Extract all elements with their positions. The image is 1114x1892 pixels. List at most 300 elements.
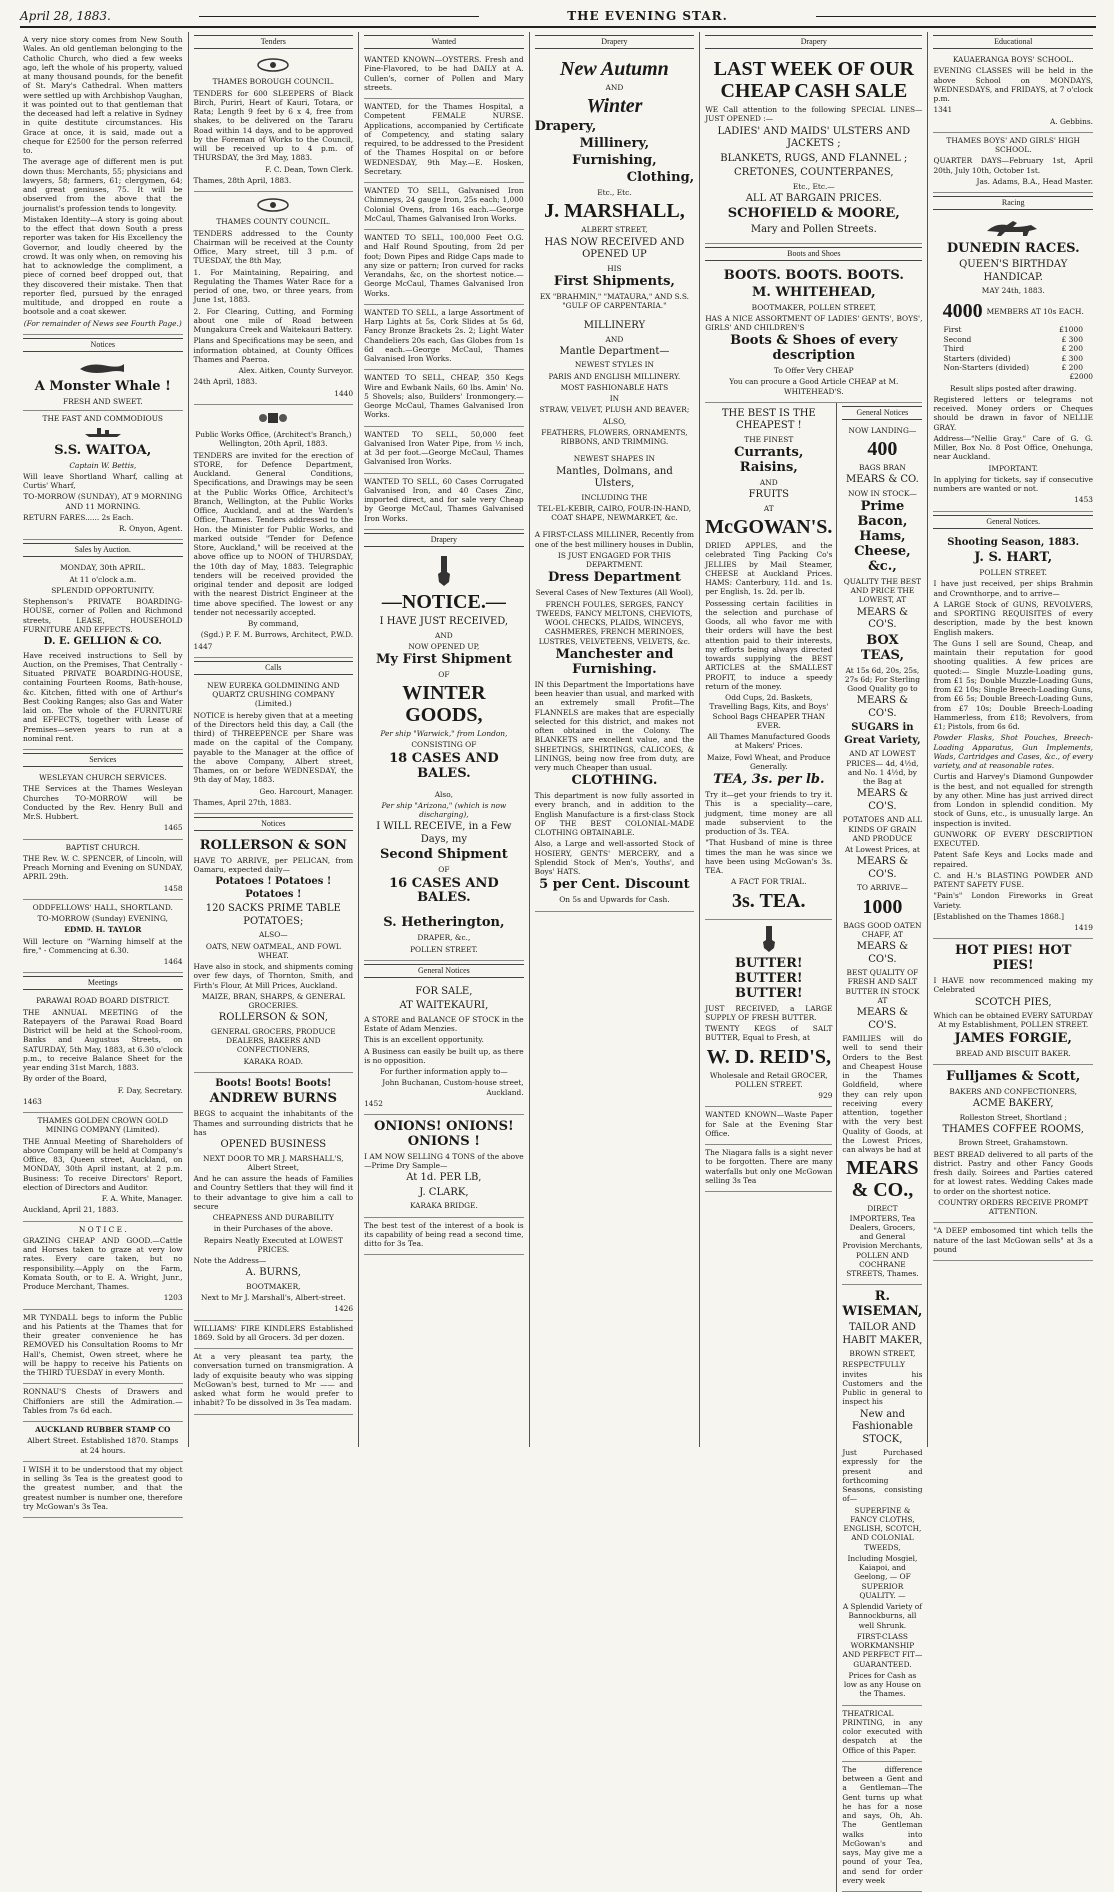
news-paragraph: Mistaken Identity—A story is going about to the effect that down South a press reporter was taken for His Excellency the Governor, and loudly cheered by the crowd. It was only when, on removing his hat to acknowledge the compliment, a piece of corned beef dropped out, that they discovered their mistake. Then that reporter fled, pursued by the enraged multitude, and dropped en route a bootsole and a coat skewer. [23, 214, 183, 317]
hart-text: A LARGE Stock of GUNS, REVOLVERS, and SPORTING REQUISITES of every description, made by the best known English makers. [933, 599, 1093, 637]
schofield-line: LADIES' AND MAIDS' ULSTERS AND JACKETS ; [717, 125, 911, 149]
masthead-rule-left [199, 16, 479, 17]
public-works-ad [194, 405, 354, 658]
ad-number: 1458 [163, 883, 183, 893]
crest-illustration [194, 198, 354, 214]
ad-number: 1203 [163, 1293, 183, 1303]
marshall-his: HIS [607, 263, 622, 273]
mears-name: MEARS & CO'S. [856, 695, 909, 719]
dunedin-members [933, 297, 1093, 325]
parawai-ad [23, 993, 183, 1113]
for-sale-title: FOR SALE, [415, 985, 473, 997]
tea-party-ad [194, 1349, 354, 1415]
high-school-signature: Jas. Adams, B.A., Head Master. [976, 176, 1093, 186]
column-2 [189, 32, 360, 1447]
rollerson-potatoes: Potatoes ! Potatoes ! Potatoes ! [215, 876, 332, 900]
schofield-line: CRETONES, COUNTERPANES, [734, 167, 894, 178]
royal-arms-illustration [194, 411, 354, 427]
mears-chaff: BAGS GOOD OATEN CHAFF, AT [843, 920, 922, 939]
public-works-signature: (Sgd.) P. F. M. Burrows, Architect, P.W.D. [200, 630, 354, 640]
racehorse-illustration [933, 219, 1093, 239]
column-4 [530, 32, 701, 1447]
marshall-styles: TEL-EL-KEBIR, CAIRO, FOUR-IN-HAND, COAT SHAPE, NEWMARKET, &c. [537, 503, 692, 523]
county-council-item: 2. For Clearing, Cutting, and Forming about one mile of Road between Mungakura Creek and Waitekauri Battery. [193, 306, 354, 334]
forgie-pies: HOT PIES! HOT PIES! [954, 943, 1072, 974]
mcgowan-fruits: FRUITS [748, 489, 789, 501]
hart-text: Powder Flasks, Shot Pouches, Breech-Loading Apparatus, Gun Implements, Wads, Cartridges and Cases, &c., of every variety, and at reasonable rates. [933, 733, 1093, 770]
burns-ad [194, 1073, 354, 1321]
mcgowan-tea-text: "That Husband of mine is three times the man he was since we have been using McGowan's 3s. TEA. [705, 838, 833, 875]
ronnau-ad [23, 1384, 183, 1422]
dunedin-handicap: QUEEN'S BIRTHDAY HANDICAP. [959, 259, 1068, 283]
mears-name: MEARS & CO. [846, 474, 919, 486]
marshall-ships: EX "BRAHMIN," "MATAURA," AND S.S. "GULF OF CARPENTARIA." [539, 291, 689, 310]
rubber-stamp-title: AUCKLAND RUBBER STAMP CO [35, 1425, 171, 1435]
wanted-text: WANTED, for the Thames Hospital, a Competent FEMALE NURSE. Applications, accompanied by Certificate of Competency, and stating salary required, to be addressed to the President of the Thames Hospital on or before WEDNESDAY, 9th May.—E. Hosken, Secretary. [364, 102, 524, 176]
mcgowan-tea-big: 3s. TEA. [732, 889, 806, 912]
notice-will-receive: I WILL RECEIVE, in a Few Days, my [376, 821, 512, 845]
for-sale-text: A STORE and BALANCE OF STOCK in the Estate of Adam Menzies. [364, 1014, 524, 1034]
reid-ad [705, 920, 832, 1108]
rollerson-text: HAVE TO ARRIVE, per PELICAN, from Oamaru, expected daily— [193, 855, 354, 875]
notice-of: OF [438, 669, 450, 679]
dunedin-text: In applying for tickets, say if consecutive numbers are wanted or not. [933, 474, 1093, 494]
kauaeranga-ad [933, 52, 1093, 133]
marshall-fabrics: FRENCH FOULES, SERGES, FANCY TWEEDS, FANCY MELTONS, CHEVIOTS, WOOL CHECKS, PLAIDS, WINCEYS, CASHMERES, FRENCH MERINOES, LUSTRES, VELVETEENS, VELVETS, &c. [536, 599, 693, 646]
mcgowan-text: Odd Cups, 2d. Baskets, Travelling Bags, Kits, and Boys' School Bags CHEAPER THAN EVER. [709, 693, 829, 730]
fulljames-ad [933, 1065, 1093, 1223]
auction-ad [23, 560, 183, 750]
hart-shooting: Shooting Season, 1883. [947, 536, 1080, 548]
whale-title: A Monster Whale ! [34, 379, 171, 394]
mears-potatoes: POTATOES AND ALL KINDS OF GRAIN AND PRODUCE [842, 815, 923, 843]
ad-number: 1464 [163, 957, 183, 967]
prize-place: Second [943, 334, 972, 344]
rollerson-stock: Have also in stock, and shipments coming over few days, of Thornton, Smith, and Firth's Flour, At Mill Prices, Auckland. [193, 962, 354, 990]
notice-cases: 18 CASES AND BALES. [389, 750, 499, 781]
eureka-ad [194, 678, 354, 814]
tea-party-text: At a very pleasant tea party, the conversation turned on transmigration. A lady of exquisite beauty who was sipping McGowan's best, turned to Mr —— and asked what form he would prefer to inhabit? To be dissolved in 3s Tea madam. [193, 1352, 354, 1408]
reid-butter: BUTTER! BUTTER! BUTTER! [734, 955, 803, 1001]
mcgowan-ad [705, 403, 832, 920]
mears-bran: BAGS BRAN [858, 463, 906, 473]
notice-also: Also, [434, 789, 454, 799]
prize-amount: £ 300 [1061, 353, 1083, 363]
borough-council-text: TENDERS for 600 SLEEPERS of Black Birch, Puriri, Heart of Kauri, Totara, or Rata; Length 9 feet by 6 x 4, free from shakes, to be delivered on the Tararu Road within 14 days, and to be approved by the Foreman of Works to the Council, will be received up to 4 p.m. of THURSDAY, the 3rd May, 1883. [193, 88, 354, 163]
borough-council-title: THAMES BOROUGH COUNCIL. [212, 77, 335, 87]
eureka-text: NOTICE is hereby given that at a meeting of the Directors held this day, a Call (the third) of THREEPENCE per Share was made on the capital of the Company, payable to the Manager at the office of the above Company, Albert street, Thames, on or before WEDNESDAY, the 9th day of May, 1883. [193, 710, 354, 785]
mears-stock: NOW IN STOCK— [848, 488, 917, 498]
marshall-clothing-text: Also, a Large and well-assorted Stock of HOSIERY, GENTS' MERCERY, and a Splendid Stock of Men's, Youths', and Boys' HATS. [534, 839, 695, 877]
burns-note: Note the Address— [193, 1256, 267, 1266]
section-header-calls: Calls [194, 661, 354, 675]
reid-name: W. D. REID'S, [706, 1045, 831, 1068]
column-5-split [705, 403, 922, 1892]
for-sale-text: This is an excellent opportunity. [364, 1035, 484, 1045]
section-header-boots: Boots and Shoes [705, 247, 922, 261]
kauaeranga-text: EVENING CLASSES will be held in the above School on MONDAYS, WEDNESDAYS, and FRIDAYS, at 7 o'clock p.m. [933, 66, 1093, 103]
public-works-title: Public Works Office, (Architect's Branch,) Wellington, 20th April, 1883. [195, 430, 352, 449]
wanted-ad [364, 305, 524, 371]
whale-subtitle: FRESH AND SWEET. [62, 396, 143, 406]
kauaeranga-signature: A. Gebbins. [1049, 116, 1093, 126]
prize-place: Non-Starters (divided) [943, 362, 1030, 372]
mears-landing: NOW LANDING— [848, 425, 917, 435]
burns-address: Next to Mr J. Marshall's, Albert-street. [201, 1293, 346, 1303]
section-header-notices: Notices [194, 817, 354, 831]
section-header-meetings: Meetings [23, 976, 183, 990]
ad-number: 1426 [334, 1304, 354, 1314]
county-council-text: Plans and Specifications may be seen, and information obtained, at County Offices Thames and Paeroa. [193, 336, 354, 364]
mears-sugars: SUGARS in Great Variety, [844, 722, 921, 746]
oddfellows-speaker: EDMD. H. TAYLOR [64, 925, 142, 935]
ad-number: 1463 [23, 1096, 42, 1106]
golden-crown-ad [23, 1113, 183, 1222]
page-columns [18, 32, 1098, 1885]
wiseman-workmanship: FIRST-CLASS WORKMANSHIP AND PERFECT FIT— GUARANTEED. [842, 1631, 923, 1669]
mears-name: MEARS & CO'S. [856, 941, 909, 965]
wiseman-ad [842, 1285, 922, 1705]
hart-address: POLLEN STREET. [979, 568, 1048, 577]
parawai-by: By order of the Board, [23, 1074, 107, 1084]
high-school-title: THAMES BOYS' AND GIRLS' HIGH SCHOOL. [946, 135, 1080, 154]
whitehead-boots: BOOTS. BOOTS. BOOTS. [723, 267, 904, 283]
mcgowan-text: All Thames Manufactured Goods at Makers' Prices. [707, 732, 831, 751]
whitehead-trade: BOOTMAKER, POLLEN STREET, [751, 302, 876, 312]
clark-name: J. CLARK, [419, 1186, 469, 1198]
dunedin-results: Result slips posted after drawing. [949, 383, 1077, 393]
section-header-drapery: Drapery [364, 533, 524, 547]
marshall-newest-shapes: NEWEST SHAPES IN [573, 454, 656, 464]
marshall-also: ALSO, [602, 416, 627, 426]
oddfellows-text: Will lecture on "Warning himself at the fire," - Commencing at 6.30. [23, 936, 183, 955]
schofield-name: SCHOFIELD & MOORE, [727, 206, 900, 222]
rollerson-groceries: MAIZE, BRAN, SHARPS, & GENERAL GROCERIES. [201, 991, 345, 1011]
whitehead-text: You can procure a Good Article CHEAP at M. WHITEHEAD'S. [729, 377, 899, 396]
for-sale-text: A Business can easily be built up, as there is no opposition. [364, 1046, 524, 1065]
wiseman-text: Prices for Cash as low as any House on the Thames. [843, 1670, 921, 1699]
niagara-ad [705, 1145, 832, 1192]
auction-details: Have received instructions to Sell by Auction, on the Premises, That Centrally - Situated PRIVATE BOARDING-HOUSE, containing Fourteen Rooms, Bath-house, &c. Kitchen, fitted with one of Arthur's Best Cooking Ranges; also Gas and Water laid on. The whole of the FURNITURE and EFFECTS, together with Lease of Premises—seven years to run at a nominal rent. [23, 650, 183, 743]
for-sale-location: AT WAITEKAURI, [399, 1000, 489, 1012]
marshall-paris: PARIS AND ENGLISH MILLINERY. [548, 371, 681, 381]
notice-ship: Per ship "Arizona," (which is now discharging), [381, 800, 507, 820]
marshall-dress-department: Dress Department [547, 570, 681, 586]
mcgowan-fact: A FACT FOR TRIAL. [731, 877, 807, 887]
oddfellows-ad [23, 900, 183, 974]
burns-signature: A. BURNS, [245, 1267, 301, 1279]
marshall-etc: Etc., Etc. [597, 188, 632, 197]
prize-row [933, 325, 1093, 334]
waste-paper-text: WANTED KNOWN—Waste Paper for Sale at the Evening Star Office. [705, 1110, 833, 1138]
mears-bacon: Prime Bacon, Hams, Cheese, &c., [854, 499, 911, 574]
hart-text: "Pain's" London Fireworks in Great Variety. [933, 891, 1093, 910]
news-section [23, 32, 183, 335]
wiseman-text: RESPECTFULLY invites his Customers and the Public in general to inspect his [842, 1360, 923, 1407]
fire-kindlers-ad [194, 1321, 354, 1350]
waitoa-agent: R. Onyon, Agent. [118, 524, 183, 534]
parawai-title: PARAWAI ROAD BOARD DISTRICT. [36, 996, 170, 1006]
burns-cheapness: CHEAPNESS AND DURABILITY [212, 1213, 334, 1223]
section-header-tenders: Tenders [194, 35, 354, 49]
ad-number: 1452 [364, 1098, 383, 1108]
ronnau-text: RONNAU'S Chests of Drawers and Chiffoniers are still the Admiration.—Tables from 7s 6d each. [23, 1387, 183, 1415]
rollerson-address: KARAKA ROAD. [243, 1056, 303, 1066]
hart-text: I have just received, per ships Brahmin and Crownthorpe, and to arrive— [933, 579, 1093, 598]
tyndall-ad [23, 1310, 183, 1385]
auctioneer-name: D. E. GELLION & CO. [43, 636, 162, 648]
fulljames-coffee-address: Brown Street, Grahamstown. [958, 1138, 1068, 1148]
section-header-educational: Educational [933, 35, 1093, 49]
schofield-etc: Etc., Etc.— [792, 181, 835, 191]
burns-opened: OPENED BUSINESS [220, 1139, 327, 1151]
marshall-name: J. MARSHALL, [544, 200, 685, 223]
marshall-received: HAS NOW RECEIVED AND OPENED UP [544, 236, 685, 260]
pointing-hand-icon [705, 926, 832, 954]
rollerson-title: ROLLERSON & SON [199, 838, 347, 853]
section-header-general: General Notices [842, 406, 922, 420]
fulljames-coffee: THAMES COFFEE ROOMS, [942, 1123, 1084, 1135]
dunedin-title: DUNEDIN RACES. [946, 241, 1080, 257]
marshall-feathers: FEATHERS, FLOWERS, ORNAMENTS, RIBBONS, AND TRIMMING. [541, 427, 688, 447]
notice-opened: NOW OPENED UP, [408, 641, 480, 651]
mcgowan-name: McGOWAN'S. [705, 516, 833, 539]
for-sale-signature: John Buchanan, Custom-house street, Auckland. [382, 1078, 524, 1097]
public-works-by: By command, [247, 619, 299, 628]
waitoa-captain: Captain W. Bettis, [69, 460, 137, 470]
schofield-bargain: ALL AT BARGAIN PRICES. [745, 192, 882, 204]
mears-sugars-text: AND AT LOWEST PRICES— 4d, 4½d, and No. 1 4½d, by the Bag at [846, 749, 919, 786]
grazing-ad [23, 1222, 183, 1310]
schofield-line: BLANKETS, RUGS, AND FLANNEL ; [720, 152, 908, 164]
notice-heading: —NOTICE.— [381, 591, 506, 613]
baptist-text: THE Rev. W. C. SPENCER, of Lincoln, will Preach Morning and Evening on SUNDAY, APRIL 29th. [23, 853, 183, 882]
notice-ship: Per ship "Warwick," from London, [380, 729, 508, 739]
onions-title: ONIONS! ONIONS! ONIONS ! [374, 1119, 514, 1149]
test-ad [364, 1218, 524, 1256]
marshall-clothing-text: This department is now fully assorted in every branch, and in addition to the English Manufacture is a first-class Stock OF THE BEST COLONIAL-MADE CLOTHING OBTAINABLE. [534, 791, 695, 838]
burns-repairs: Repairs Neatly Executed at LOWEST PRICES. [203, 1235, 343, 1254]
section-header-notices: Notices [23, 338, 183, 352]
borough-council-date: Thames, 28th April, 1883. [193, 175, 292, 185]
hart-text: The Guns I sell are Sound, Cheap, and maintain their reputation for good shooting qualities. A few prices are quoted:— Single Muzzle-Loading guns, from £1 5s; Double Muzzle-Loading Guns, from £2 10s; Single Breech-Loading Guns, from £6 5s; Double Breech-Loading Guns, from £7 10s; Double Breech-Loading Hammerless, from £18; Revolvers, from £1; Pistols, from 6s 6d. [933, 638, 1093, 731]
borough-council-signature: F. C. Dean, Town Clerk. [265, 164, 354, 174]
marshall-line: Furnishing, [572, 153, 657, 169]
whale-ad [23, 355, 183, 411]
golden-crown-title: THAMES GOLDEN CROWN GOLD MINING COMPANY (Limited). [37, 1116, 169, 1135]
theatrical-ad [842, 1706, 922, 1762]
oddfellows-title: ODDFELLOWS' HALL, SHORTLAND. [32, 902, 173, 912]
dunedin-address: Address—"Nellie Gray." Care of G. G. Miller, Box No. 8 Post Office, Onehunga, near Auckland. [933, 433, 1093, 462]
column-6 [928, 32, 1098, 1447]
ad-number: 1341 [933, 105, 953, 115]
mcgowan-currants: Currants, Raisins, [734, 445, 804, 476]
marshall-line: Drapery, [534, 119, 597, 135]
for-sale-ad [364, 981, 524, 1115]
mears-column [842, 403, 922, 1892]
mcgowan-column [705, 403, 837, 1892]
schofield-moore-ad [705, 52, 922, 244]
steamer-illustration [23, 426, 183, 440]
county-council-signature: Alex. Aitken, County Surveyor. [238, 366, 354, 375]
fulljames-text: BEST BREAD delivered to all parts of the district. Pastry and other Fancy Goods fresh daily. Soirees and Parties catered for at lowest rates. Wedding Cakes made to order on the shortest notice. [933, 1149, 1093, 1196]
wanted-ad [364, 183, 524, 230]
fulljames-bakery: ACME BAKERY, [972, 1098, 1054, 1109]
wanted-ad [364, 427, 524, 474]
wanted-text: WANTED TO SELL, CHEAP, 350 Kegs Wire and Ewbank Nails, 60 lbs. Amin' No. 5 Shovels; also, Builders' Ironmongery.—George McCaul, Thames Galvanised Iron Works. [364, 373, 524, 420]
section-header-drapery: Drapery [535, 35, 695, 49]
column-1 [18, 32, 189, 1511]
whitehead-ad [705, 264, 922, 403]
grazing-title: N O T I C E . [78, 1224, 127, 1234]
schofield-text: WE Call attention to the following SPECIAL LINES—JUST OPENED :— [705, 105, 923, 124]
mears-families: FAMILIES will do well to send their Orders to the Best and Cheapest House in the Thames Goldfield, where they can rely upon receiving every attention, together with the very best Quality of Goods, at the Lowest Prices, can always be had at [842, 1034, 923, 1154]
mears-box-text: At 15s 6d, 20s, 25s, 27s 6d; For Sterling Good Quality go to [844, 665, 920, 693]
tea-wish-ad [23, 1462, 183, 1518]
for-sale-apply: For further information apply to— [379, 1067, 508, 1077]
notice-received: I HAVE JUST RECEIVED, [379, 616, 509, 627]
eureka-signature: Geo. Harcourt, Manager. [259, 786, 354, 796]
masthead [20, 6, 1096, 28]
marshall-line: Clothing, [626, 170, 695, 186]
reid-text: JUST RECEIVED, a LARGE SUPPLY OF FRESH BUTTER. [705, 1003, 833, 1022]
prize-row [933, 344, 1093, 353]
whitehead-text: HAS A NICE ASSORTMENT OF LADIES' GENTS', BOYS', GIRLS' AND CHILDREN'S [705, 313, 923, 333]
marshall-newest: NEWEST STYLES IN [574, 360, 654, 370]
wesleyan-text: THE Services at the Thames Wesleyan Churches TO-MORROW will be Conducted by the Rev. Henry Bull and Mr.S. Hubbert. [23, 784, 183, 822]
marshall-address: ALBERT STREET, [581, 225, 648, 235]
marshall-discount: 5 per Cent. Discount [539, 877, 690, 893]
county-council-date: 24th April, 1883. [193, 377, 258, 387]
wanted-text: WANTED TO SELL, a large Assortment of Harp Lights at 5s, Cork Slides at 5s 6d, Fancy Bronze Brackets 2s. 2; Light Water Chandeliers 20s each, Gas Globes from 1s 6d each.—George McCaul, Thames Galvanised Iron Works. [364, 307, 524, 363]
marshall-milliner: A FIRST-CLASS MILLINER, Recently from one of the best millinery houses in Dublin, [534, 530, 695, 549]
county-council-item: 1. For Maintaining, Repairing, and Regulating the Thames Water Race for a period of one, two, or three years, from June 1st, 1883. [193, 267, 354, 305]
whitehead-cheap: To Offer Very CHEAP [774, 366, 854, 376]
marshall-ad [535, 52, 695, 912]
golden-crown-text: THE Annual Meeting of Shareholders of above Company will be held at Company's Office, 83, Queen street, Auckland, on MONDAY, 30th April instant, at 2 p.m. Business: To receive Directors' Report, election of Directors and Auditor. [23, 1136, 183, 1192]
section-header-wanted: Wanted [364, 35, 524, 49]
hetherington-ad [364, 550, 524, 961]
grazing-text: GRAZING CHEAP AND GOOD.—Cattle and Horses taken to graze at very low rates. Every care taken, but no responsibility.—Apply on the Farm, Komata South, or to E. A. Wright, Junr., Produce Merchant, Thames. [23, 1235, 183, 1292]
parawai-text: THE ANNUAL MEETING of the Ratepayers of the Parawai Road Board District will be held at the School-room, Banks and Augustus Streets, on SATURDAY, 5th May, 1883, at 6.30 o'clock p.m., to receive Balance Sheet for the year ending 31st March, 1883. [23, 1007, 183, 1073]
baptist-title: BAPTIST CHURCH. [65, 842, 140, 852]
clark-address: KARAKA BRIDGE. [409, 1201, 478, 1211]
fulljames-address: Rolleston Street, Shortland ; [959, 1112, 1067, 1122]
hart-text: Curtis and Harvey's Diamond Gunpowder is the best, and not equalled for strength by any other. Mine has just arrived direct from London in splendid condition. My stock of Guns, etc., is unusually large. An inspection is invited. [933, 772, 1093, 828]
marshall-engaged: IS JUST ENGAGED FOR THIS DEPARTMENT. [557, 550, 671, 570]
marshall-straw: STRAW, VELVET, PLUSH AND BEAVER; [539, 405, 690, 415]
whitehead-name: M. WHITEHEAD, [752, 284, 876, 300]
marshall-hats: MOST FASHIONABLE HATS [560, 382, 669, 392]
auction-title: SPLENDID OPPORTUNITY. [51, 585, 155, 595]
marshall-and: AND [605, 334, 624, 344]
mears-bran-count: 400 [867, 438, 898, 461]
mears-potatoes-text: At Lowest Prices, at [844, 845, 920, 854]
eureka-title: NEW EUREKA GOLDMINING AND QUARTZ CRUSHING COMPANY (Limited.) [207, 680, 340, 709]
reid-text: TWENTY KEGS of SALT BUTTER, Equal to Fresh, at [705, 1024, 833, 1043]
notice-cases: 16 CASES AND BALES. [389, 875, 499, 906]
prize-amount: £ 200 [1061, 362, 1083, 372]
wanted-text: WANTED TO SELL, Galvanised Iron Chimneys, 24 gauge Iron, 25s each; 1,000 Colonial Ovens, from 16s each.—George McCaul, Thames Galvanised Iron Works. [364, 186, 524, 223]
forgie-scotch: SCOTCH PIES, [974, 996, 1052, 1008]
wesleyan-ad [23, 770, 183, 840]
marshall-first-shipments: First Shipments, [553, 273, 675, 289]
rollerson-ad [194, 834, 354, 1073]
ad-number: 1419 [1074, 923, 1093, 932]
ad-number: 1465 [163, 823, 183, 833]
notice-consisting: CONSISTING OF [411, 740, 477, 750]
burns-text: And he can assure the heads of Families and Country Settlers that they will find it to their advantage to give him a call to secure [193, 1174, 354, 1211]
ad-number: 1440 [334, 388, 354, 398]
wanted-text: WANTED TO SELL, 50,000 feet Galvanised Iron Water Pipe, from ½ inch, at 3d per foot.—George McCaul, Thames Galvanised Iron Works. [364, 429, 524, 467]
auction-text: Stephenson's PRIVATE BOARDING-HOUSE, corner of Pollen and Richmond streets, LEASE, HOUSEHOLD FURNITURE AND EFFECTS. [23, 597, 183, 634]
parawai-signature: F. Day, Secretary. [117, 1085, 183, 1095]
burns-title: ANDREW BURNS [209, 1091, 338, 1107]
burns-trade: BOOTMAKER, [246, 1281, 301, 1291]
wiseman-text: Just Purchased expressly for the present and forthcoming Seasons, consisting of— [842, 1448, 923, 1504]
section-header-auction: Sales by Auction. [23, 543, 183, 557]
rollerson-also: ALSO— [258, 930, 288, 940]
high-school-ad [933, 133, 1093, 193]
wanted-ad [364, 474, 524, 530]
mears-butter: BEST QUALITY OF FRESH AND SALT BUTTER IN STOCK AT [845, 968, 920, 1005]
marshall-millinery: MILLINERY [583, 320, 646, 332]
waitoa-intro: THE FAST AND COMMODIOUS [42, 414, 163, 424]
mcgowan-best: THE BEST IS THE CHEAPEST ! [721, 407, 816, 432]
whitehead-headline: Boots & Shoes of every description [730, 333, 898, 364]
pointing-hand-icon [364, 556, 524, 588]
prize-total: £2000 [1069, 372, 1093, 382]
mears-arrive: TO ARRIVE— [856, 883, 908, 893]
wiseman-trade: TAILOR AND HABIT MAKER, [842, 1322, 923, 1346]
hart-text: Patent Safe Keys and Locks made and repaired. [933, 850, 1093, 869]
prize-amount: £ 200 [1061, 344, 1083, 354]
dunedin-text: Registered letters or telegrams not received. Money orders or Cheques should be drawn in favor of NELLIE GRAY. [933, 394, 1093, 432]
dunedin-date: MAY 24th, 1883. [981, 286, 1045, 296]
rubber-stamp-text: Albert Street. Established 1870. Stamps at 24 hours. [27, 1436, 179, 1455]
column-3 [359, 32, 530, 1447]
marshall-manchester-text: IN this Department the Importations have been heavier than usual, and marked with an extremely small Profit—The FLANNELS are makes that are especially selected for this district, and makes not often obtained in the Colony. The BLANKETS are excellent value, and the SHEETINGS, SHIRTINGS, CALICOES, & LININGS, being now free from duty, are very much Cheaper than usual. [534, 679, 695, 772]
waitoa-fares: RETURN FARES...... 2s Each. [23, 512, 134, 522]
marshall-mantle: Mantle Department— [559, 345, 670, 357]
deep-tint-text: "A DEEP embosomed tint which tells the nature of the last McGowan sells" at 3s a pound [933, 1226, 1093, 1254]
county-council-ad [194, 192, 354, 405]
tyndall-text: MR TYNDALL begs to inform the Public and his Patients at the Thames that for their greater convenience he has REMOVED his Consultation Rooms to Mr Hall's, Chemist, Owen street, where he will be happy to receive his Patients on the THIRD TUESDAY in every Month. [23, 1312, 183, 1378]
notice-first-shipment: My First Shipment [376, 652, 512, 667]
hart-name: J. S. HART, [974, 550, 1053, 566]
crest-illustration [194, 58, 354, 74]
fulljames-trade: BAKERS AND CONFECTIONERS, [949, 1086, 1077, 1096]
county-council-title: THAMES COUNTY COUNCIL. [216, 217, 331, 227]
newspaper-title: THE EVENING STAR. [567, 9, 728, 23]
baptist-ad [23, 840, 183, 900]
wiseman-address: BROWN STREET, [849, 1349, 916, 1359]
notice-second-shipment: Second Shipment [380, 847, 508, 863]
wanted-ad [364, 52, 524, 99]
gent-ad [842, 1762, 922, 1892]
marshall-textures: Several Cases of New Textures (All Wool), [535, 588, 694, 598]
burns-text: BEGS to acquaint the inhabitants of the Thames and surrounding districts that he has [193, 1109, 354, 1137]
forgie-name: JAMES FORGIE, [954, 1030, 1072, 1046]
marshall-winter: Winter [586, 95, 643, 118]
section-header-general: General Notices. [933, 515, 1093, 529]
marshall-in: IN [609, 394, 620, 404]
rollerson-trade: GENERAL GROCERS, PRODUCE DEALERS, BAKERS AND CONFECTIONERS, [210, 1026, 336, 1055]
boots-heading: Boots! Boots! Boots! [215, 1077, 332, 1089]
waste-paper-ad [705, 1107, 832, 1145]
rollerson-oats: OATS, NEW OATMEAL, AND FOWL WHEAT. [205, 941, 341, 960]
auction-date: MONDAY, 30th APRIL. [60, 563, 146, 573]
